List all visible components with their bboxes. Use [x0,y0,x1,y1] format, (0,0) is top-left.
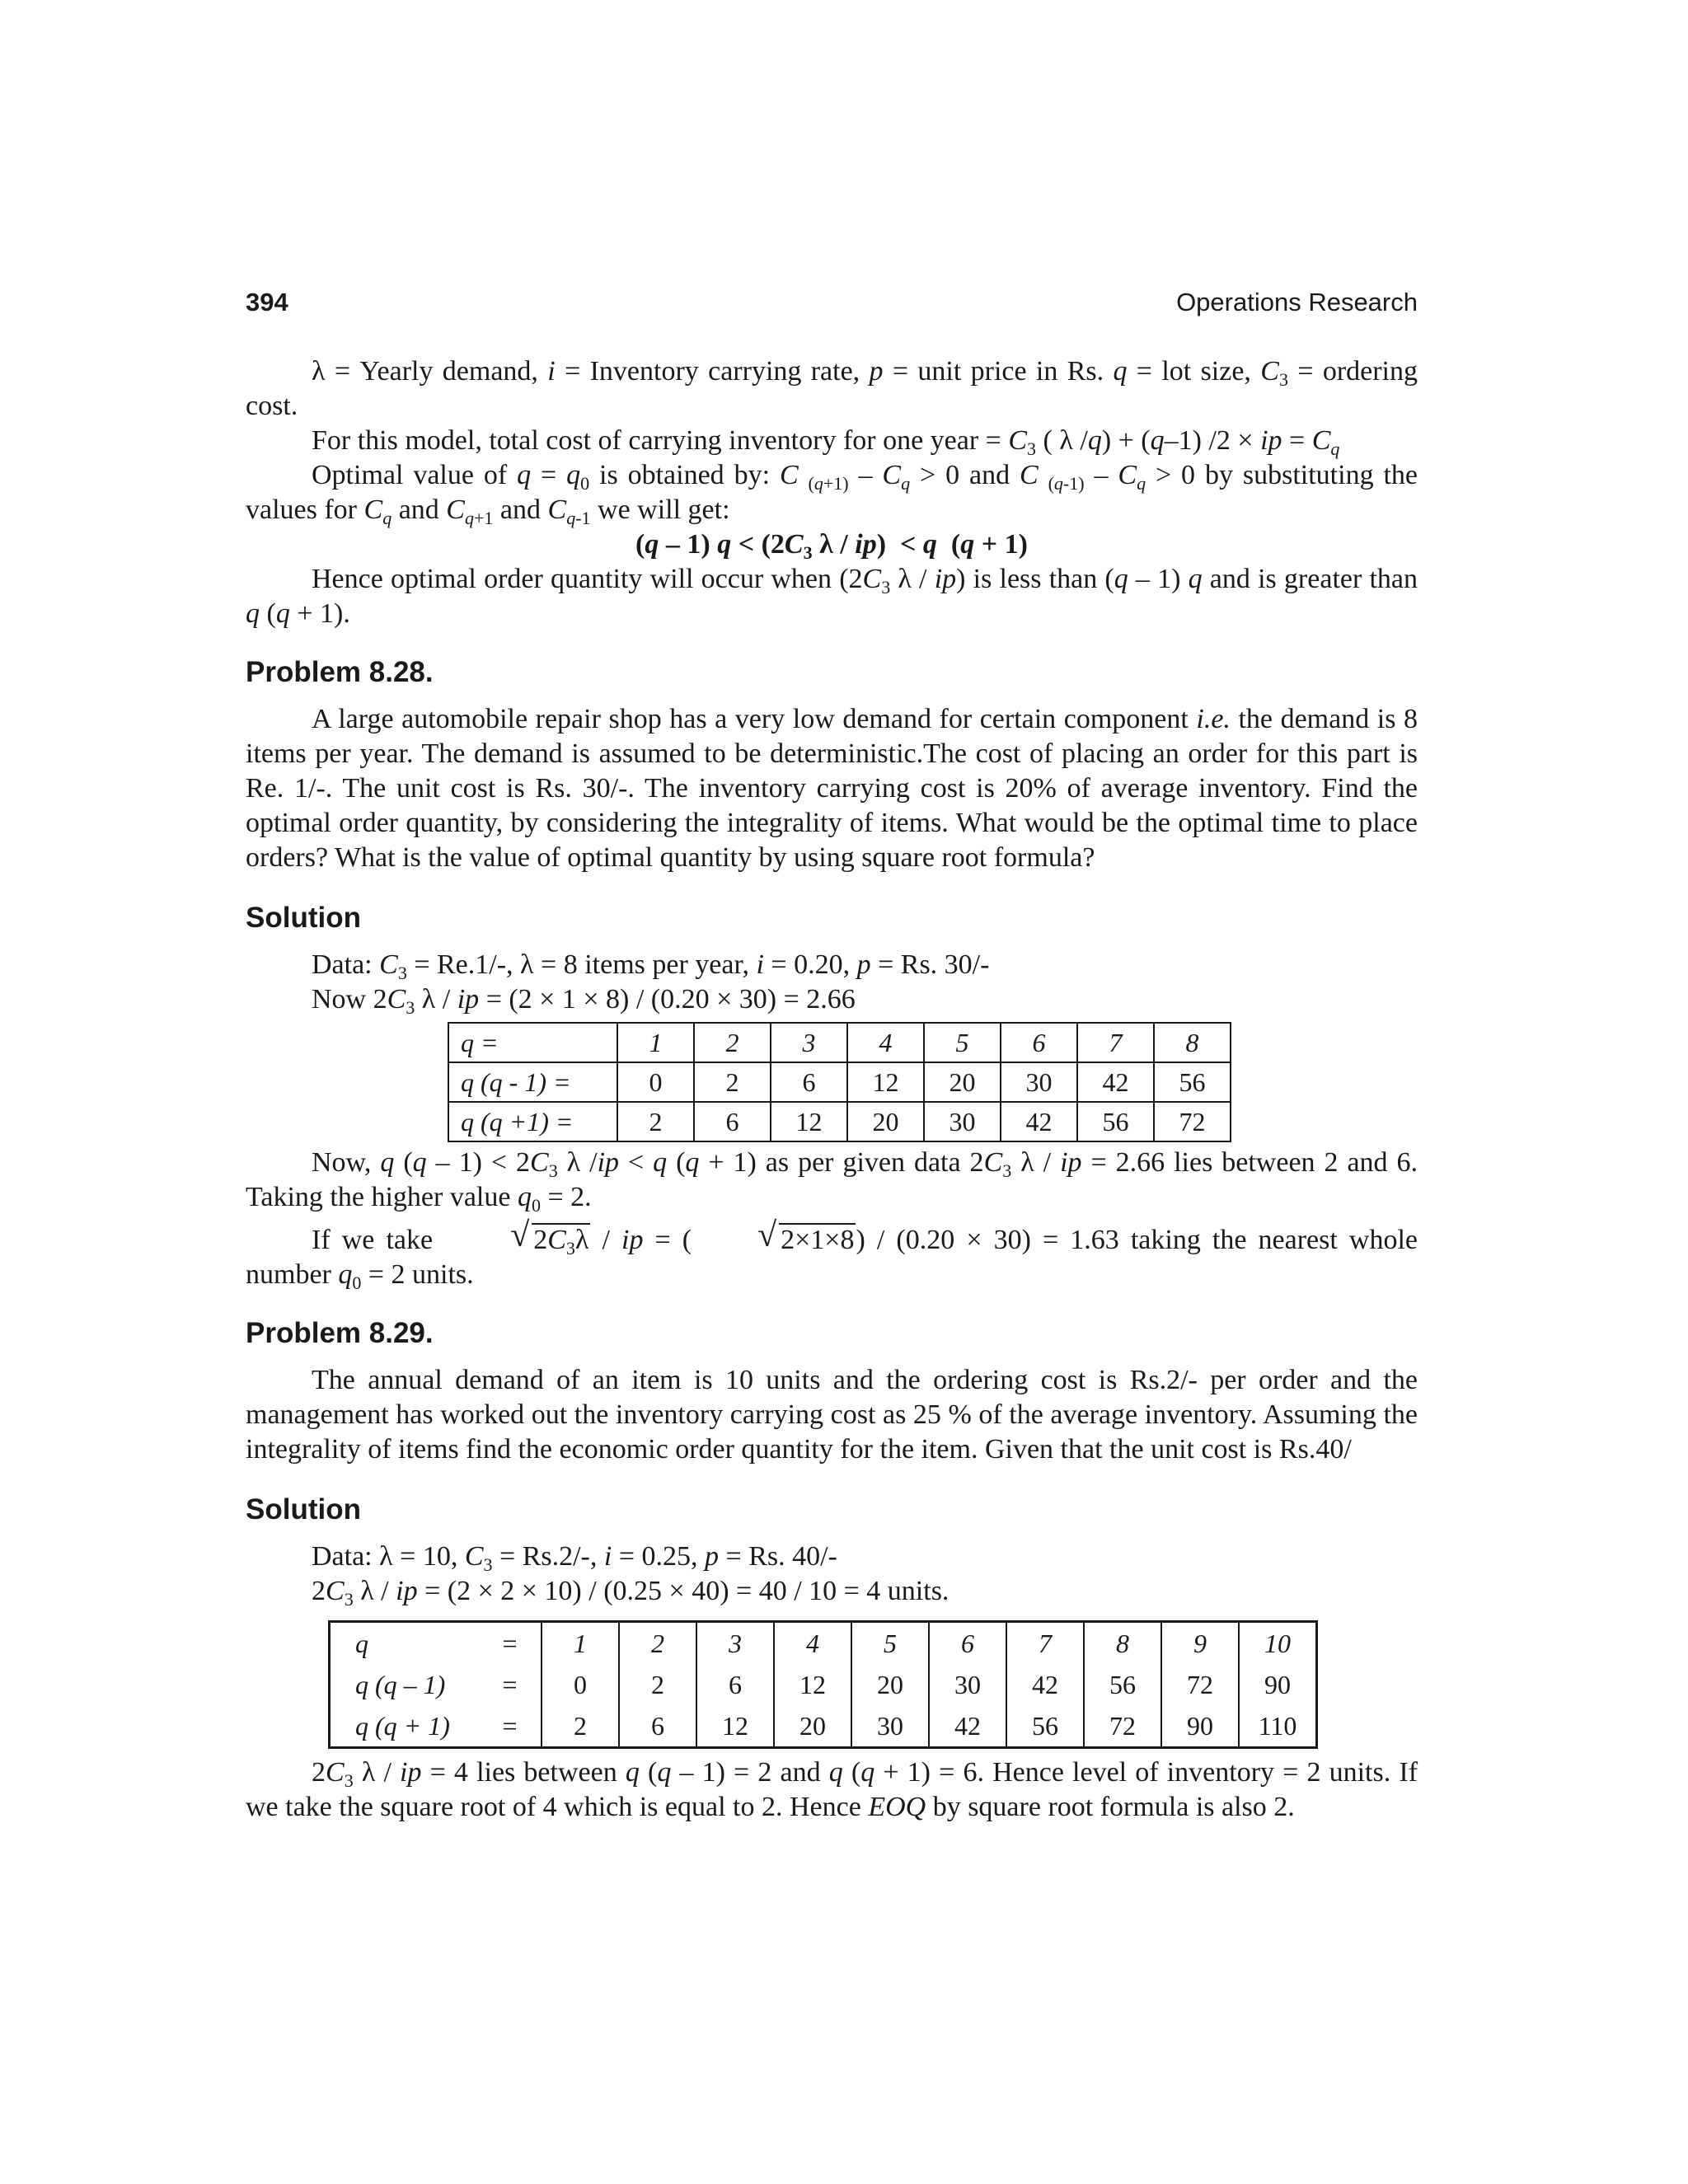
table-row: q (q + 1) = 2 6 12 20 30 42 56 72 90 110 [330,1705,1317,1748]
table-row-label: q = [448,1023,617,1062]
running-title: Operations Research [1176,288,1418,316]
inequality-formula: (q – 1) $q < (2C_3$ λ / ip) < q (q + 1) [635,529,1028,563]
table-row-label: q (q – 1) [355,1670,446,1699]
problem-828-heading: Problem 8.28. [246,656,434,688]
solution-828-heading: Solution [246,902,361,934]
total-cost-formula: For this model, total cost of carrying inventory for one year = $C_3$ ( λ /q) + (q–1) /2 × ip = $C_q$ [312,425,1340,459]
solution-829-heading: Solution [246,1493,361,1526]
table-row-label: q (q - 1) = [448,1062,617,1102]
table-row-label: q (q + 1) [355,1711,450,1741]
table-829 [328,1620,1318,1749]
table-row: q (q – 1) = 0 2 6 12 20 30 42 56 72 90 [330,1664,1317,1705]
solution-829-conclusion: $2C_3$ λ / ip = 4 lies between q (q – 1) = 2 and q (q + 1) = 6. Hence level of inventory = 2 units. If we take the square root of 4 which is equal to 2. Hence EOQ by square root formula is also 2. [246,1757,1418,1822]
solution-828-data: Data: $C_3 = Re.1/-$, λ = 8 items per year, i = 0.20, p = Rs. 30/- [312,949,990,983]
table-row: q = 1 2 3 4 5 6 7 8 [448,1023,1231,1062]
page-body [246,354,1418,1825]
solution-828-sqrt: If we take √ $2C_3\lambda$ / ip = (√ 2×1×8) / (0.20 × 30) = 1.63 taking the nearest whole number $q_0 = 2$ units. [246,1223,1418,1292]
table-828 [448,1022,1231,1142]
solution-828-inequality: Now, q $(q - 1) < 2C_3$ λ /ip < q (q + 1) as per given data $2C_3$ λ / ip = 2.66 lies between 2 and 6. Taking the higher value $q_0 = 2$. [246,1147,1418,1216]
optimal-condition: Optimal value of $q = q_0$ is obtained by: C $_{(q+1)} - C_q > 0$ and C $_{(q-1)} - C_q > 0$ by substituting the values for $C_q$ and $C_{q+1}$ and $C_{q-1}$ we will get: [246,460,1418,528]
problem-829-heading: Problem 8.29. [246,1317,434,1349]
table-row: q (q +1) = 2 6 12 20 30 42 56 72 [448,1102,1231,1141]
table-row: q (q - 1) = 0 2 6 12 20 30 42 56 [448,1062,1231,1102]
solution-828-ratio: Now $2C_3$ λ / ip = (2 × 1 × 8) / (0.20 × 30) = 2.66 [312,984,856,1018]
sqrt-symbol: √ 2×1×8 [692,1223,856,1258]
problem-828-statement: A large automobile repair shop has a very low demand for certain component i.e. the demand is 8 items per year. The demand is assumed to be deterministic.The cost of placing an order for this part is Re. 1/-. The unit cost is Rs. 30/-. The inventory carrying cost is 20% of average inventory. Find the optimal order quantity, by considering the integrality of items. What would be the optimal time to place orders? What is the value of optimal quantity by using square root formula? [246,704,1418,873]
definitions-paragraph: λ = Yearly demand, i = Inventory carrying rate, p = unit price in Rs. q = lot size, $C_3$ = ordering cost. [246,356,1418,421]
problem-829-statement: The annual demand of an item is 10 units and the ordering cost is Rs.2/- per order and the management has worked out the inventory carrying cost as 25 % of the average inventory. Assuming the integrality of items find the economic order quantity for the item. Given that the unit cost is Rs.40/ [246,1365,1418,1465]
table-row: q = 1 2 3 4 5 6 7 8 9 10 [330,1622,1317,1665]
hence-paragraph: Hence optimal order quantity will occur when ($2C_3$ λ / ip) is less than (q – 1) q and is greater than q (q + 1). [246,564,1418,629]
table-row-label: q (q +1) = [448,1102,617,1141]
solution-829-data: Data: λ = 10, $C_3 = Rs.2/-$, i = 0.25, p = Rs. 40/- [312,1541,837,1575]
table-row-label: q [355,1629,368,1658]
sqrt-symbol: √ $2C_3\lambda$ [444,1223,590,1258]
page-header [246,288,1418,324]
page-number: 394 [246,288,288,316]
solution-829-ratio: $2C_3$ λ / ip = (2 × 2 × 10) / (0.25 × 40) = 40 / 10 = 4 units. [312,1576,950,1610]
